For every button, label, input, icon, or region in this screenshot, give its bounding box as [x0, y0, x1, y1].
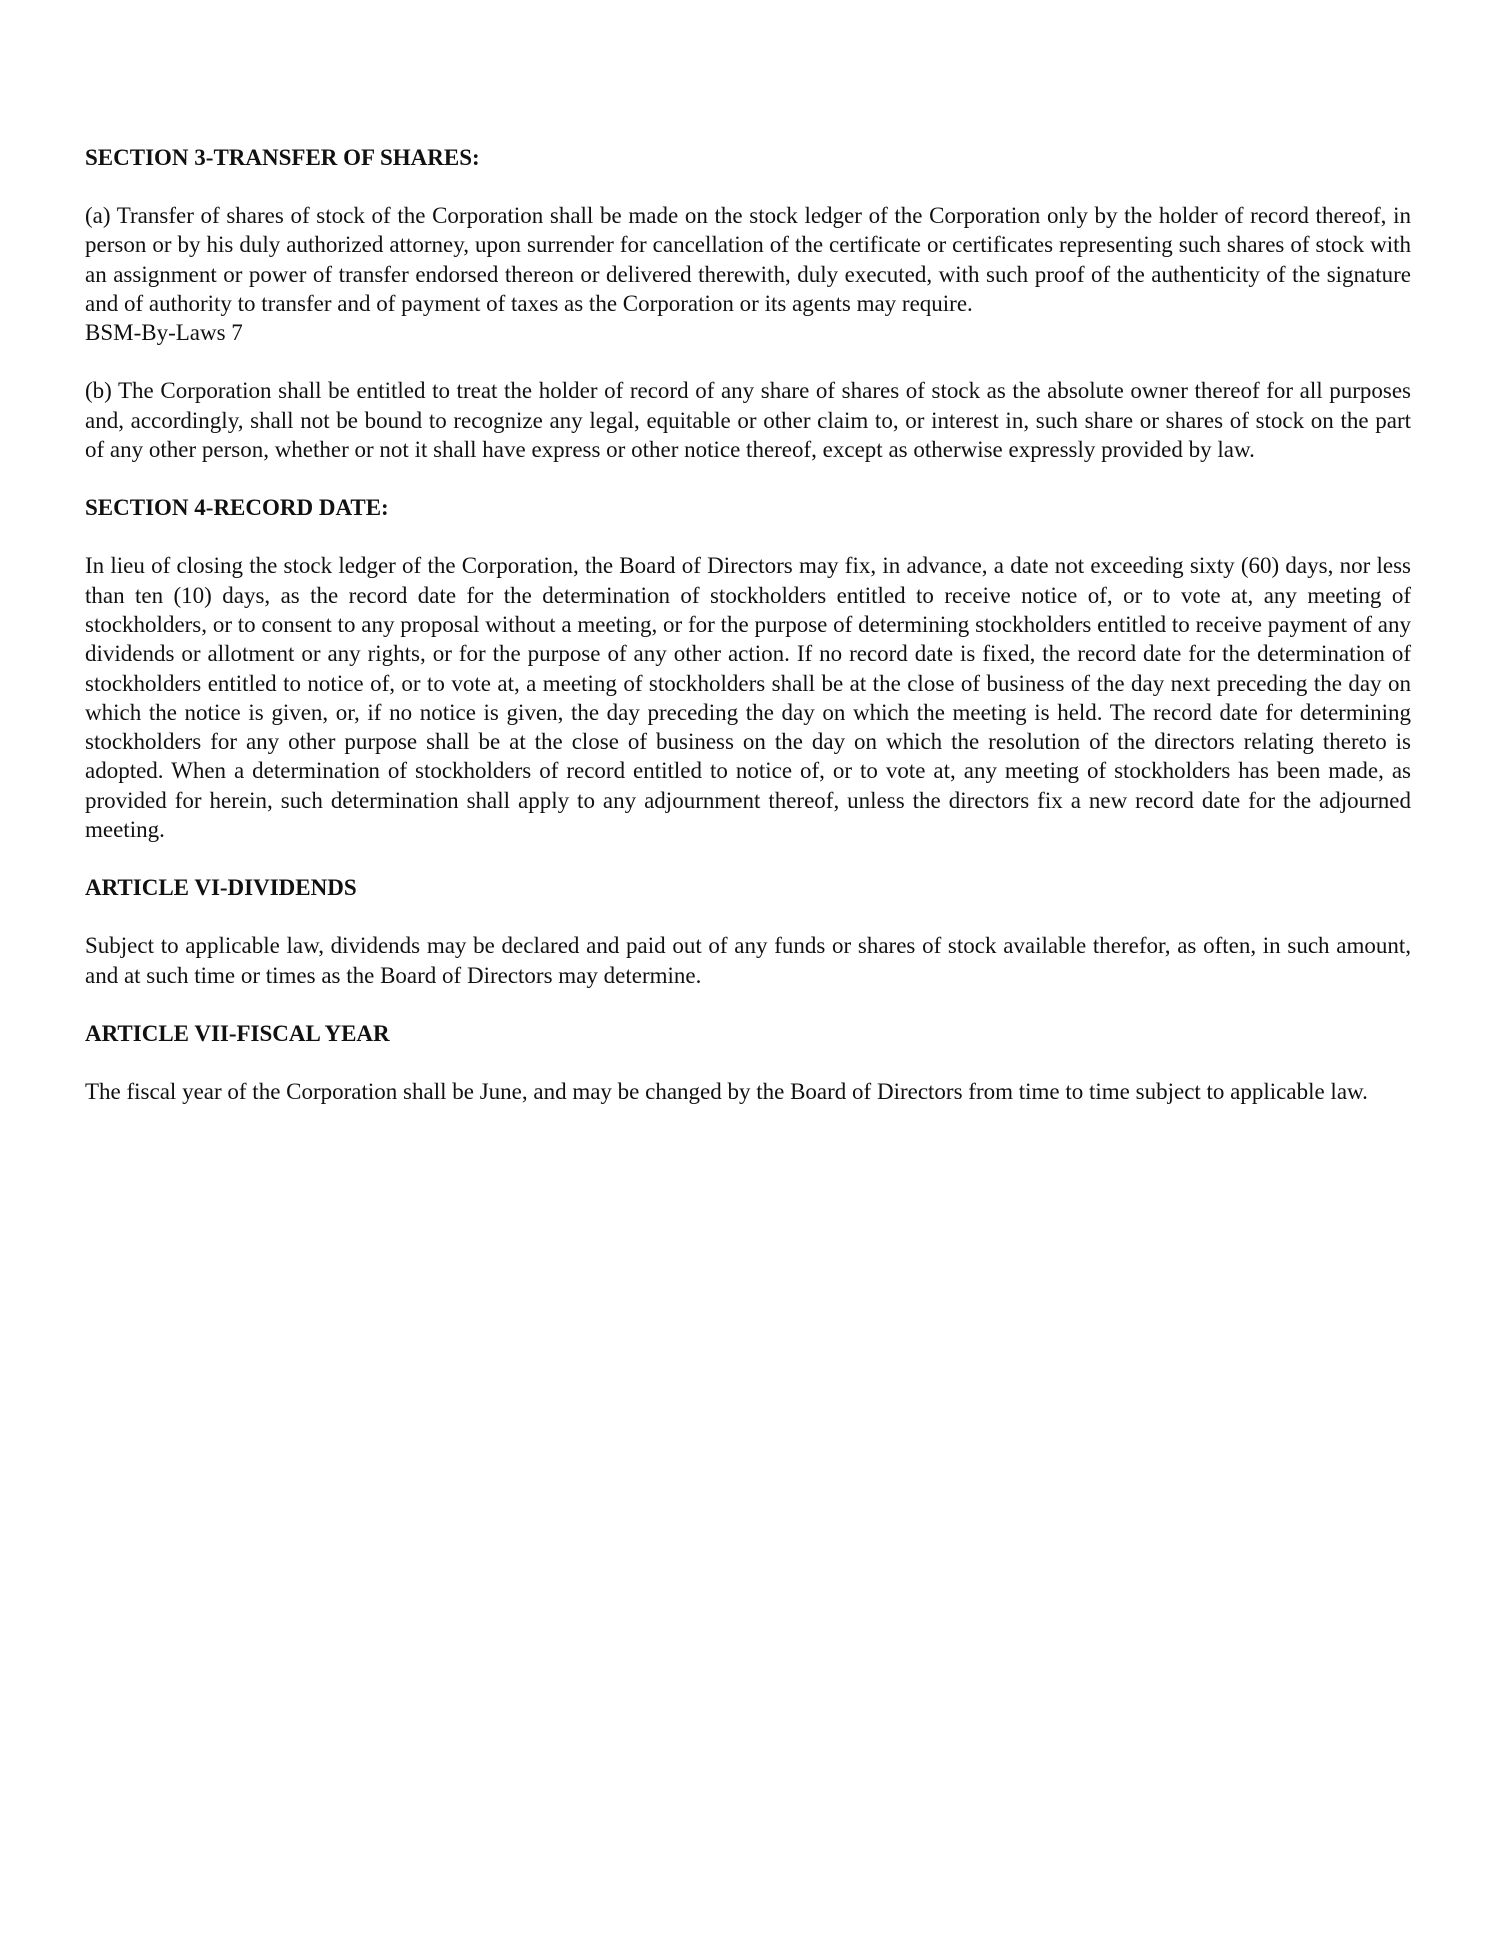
article-6-paragraph: Subject to applicable law, dividends may be declared and paid out of any funds or shares of stock available therefor, as often, in such amount, and at such time or times as the Board of Directors may determine.	[85, 933, 1411, 988]
article-7-paragraph: The fiscal year of the Corporation shall be June, and may be changed by the Board of Directors from time to time subject to applicable law.	[85, 1078, 1368, 1104]
page-marker: BSM-By-Laws 7	[85, 320, 243, 346]
section-4-heading: SECTION 4-RECORD DATE:	[85, 495, 389, 521]
section-3-paragraph-b: (b) The Corporation shall be entitled to treat the holder of record of any share of shares of stock as the absolute owner thereof for all purposes and, accordingly, shall not be bound to recognize any legal, equitable or other claim to, or interest in, such share or shares of stock on the part of any other person, whether or not it shall have express or other notice thereof, except as otherwise expressly provided by law.	[85, 378, 1411, 463]
article-6-heading: ARTICLE VI-DIVIDENDS	[85, 875, 357, 901]
article-7-heading: ARTICLE VII-FISCAL YEAR	[85, 1020, 390, 1046]
document-page	[85, 143, 1411, 1106]
section-3-paragraph-a: (a) Transfer of shares of stock of the Corporation shall be made on the stock ledger of the Corporation only by the holder of record thereof, in person or by his duly authorized attorney, upon surrender for cancellation of the certificate or certificates representing such shares of stock with an assignment or power of transfer endorsed thereon or delivered therewith, duly executed, with such proof of the authenticity of the signature and of authority to transfer and of payment of taxes as the Corporation or its agents may require.	[85, 203, 1411, 316]
section-3-heading: SECTION 3-TRANSFER OF SHARES:	[85, 145, 480, 170]
section-4-paragraph: In lieu of closing the stock ledger of the Corporation, the Board of Directors may fix, in advance, a date not exceeding sixty (60) days, nor less than ten (10) days, as the record date for the determination of stockholders entitled to receive notice of, or to vote at, any meeting of stockholders, or to consent to any proposal without a meeting, or for the purpose of determining stockholders entitled to receive payment of any dividends or allotment or any rights, or for the purpose of any other action. If no record date is fixed, the record date for the determination of stockholders entitled to notice of, or to vote at, a meeting of stockholders shall be at the close of business of the day next preceding the day on which the notice is given, or, if no notice is given, the day preceding the day on which the meeting is held. The record date for determining stockholders for any other purpose shall be at the close of business on the day on which the resolution of the directors relating thereto is adopted. When a determination of stockholders of record entitled to notice of, or to vote at, any meeting of stockholders has been made, as provided for herein, such determination shall apply to any adjournment thereof, unless the directors fix a new record date for the adjourned meeting.	[85, 553, 1411, 843]
